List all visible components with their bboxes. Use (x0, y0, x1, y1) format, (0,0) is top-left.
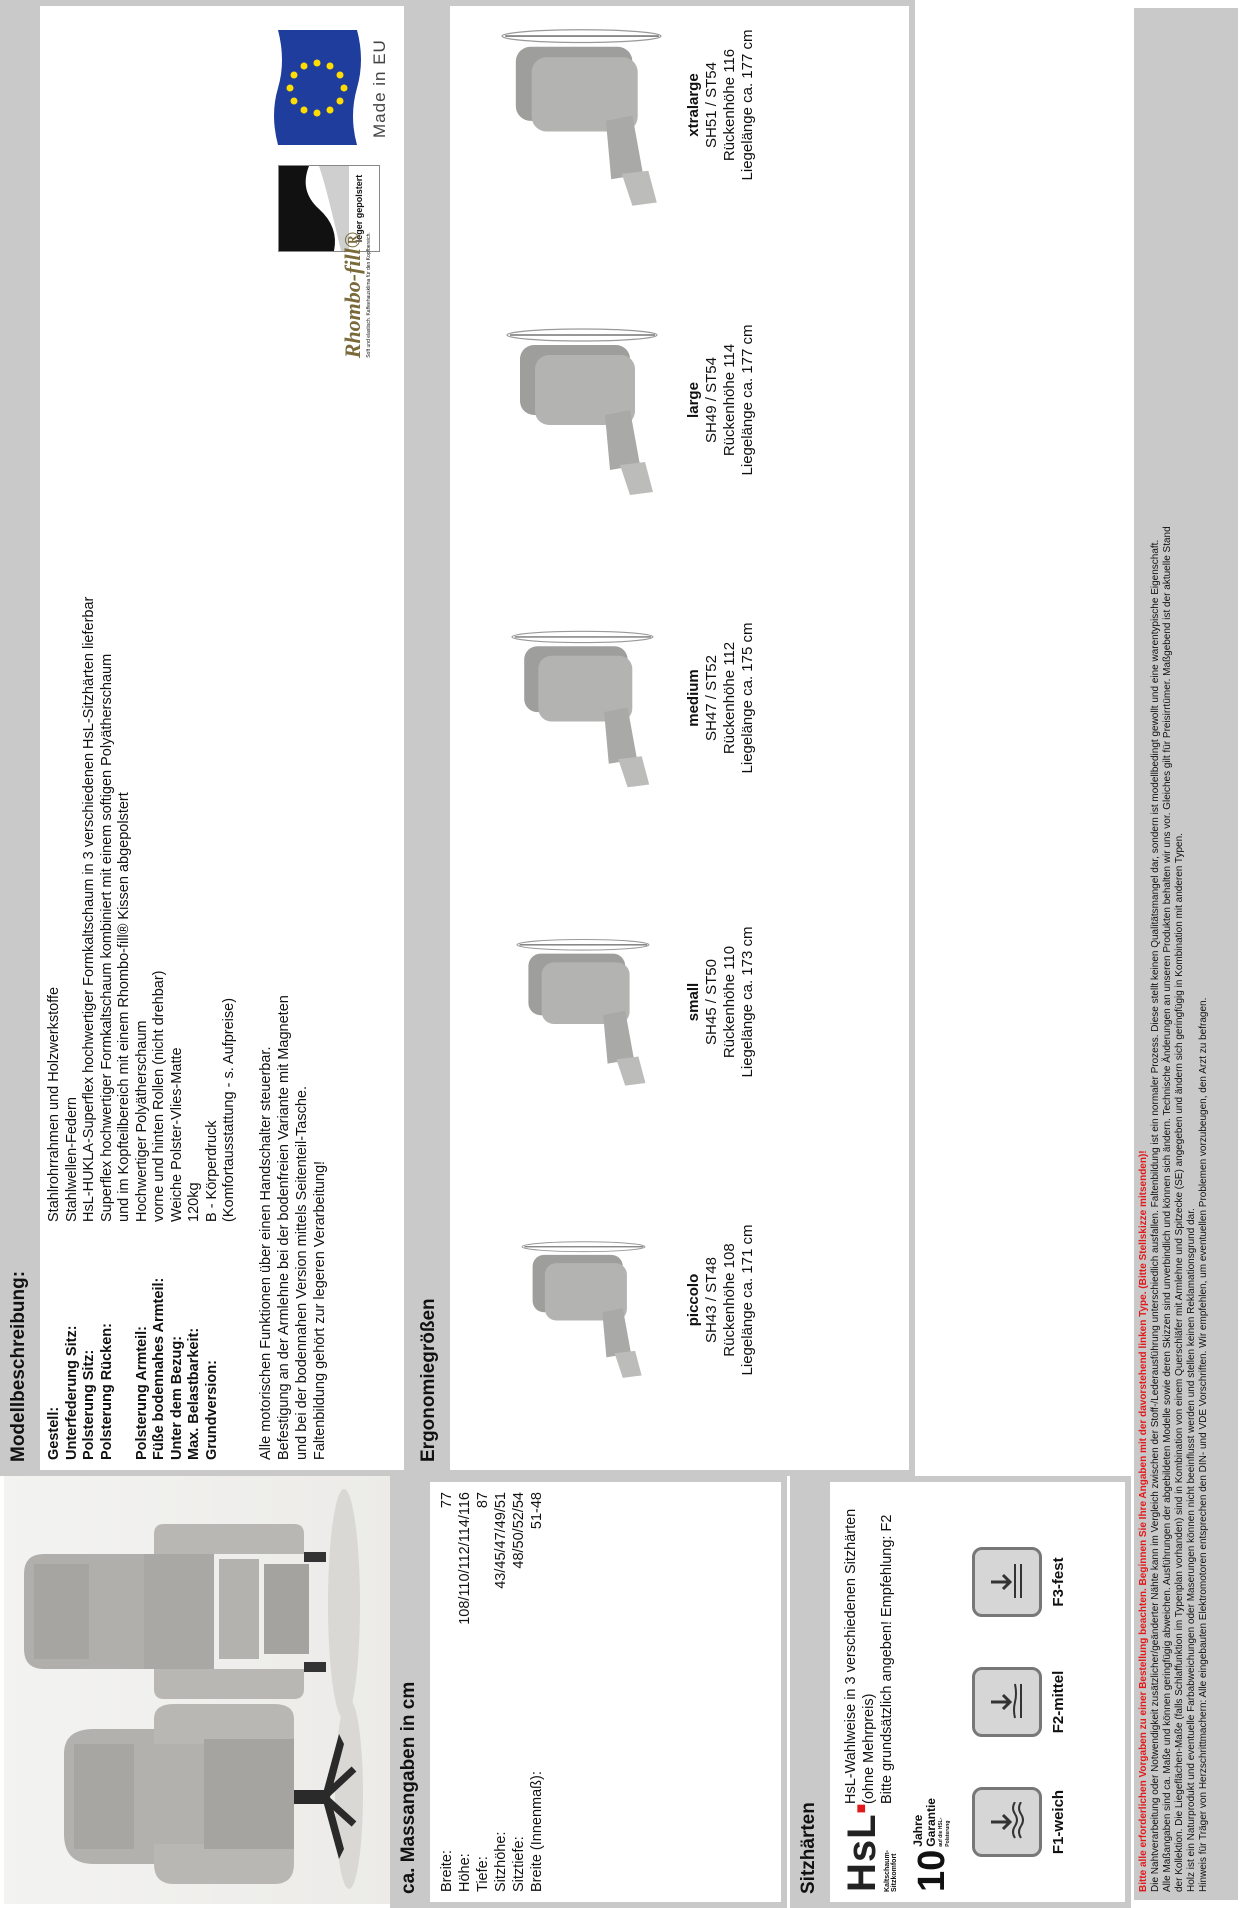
measure-row (456, 1482, 474, 1902)
ergo-seat-dims: SH47 / ST52 (703, 655, 720, 741)
eu-flag (270, 30, 365, 145)
spec-row: (Komfortausstattung - s. Aufpreise) (221, 997, 237, 1222)
logos-area (40, 30, 400, 360)
measure-row (438, 1482, 456, 1902)
recliner-silhouette-icon (490, 0, 680, 215)
measure-row (474, 1482, 492, 1902)
spec-row: und im Kopfteilbereich mit einem Rhombo-fill® Kissen abgepolstert (116, 792, 132, 1222)
hardness-text-line: (ohne Mehrpreis) (861, 1693, 877, 1804)
measure-label: Höhe: (457, 1853, 473, 1892)
recliner-silhouette-icon (490, 892, 680, 1112)
measure-row (510, 1482, 528, 1902)
measure-label: Sitzhöhe: (493, 1831, 509, 1892)
warranty-badge: 10 Jahre Garantie auf die HSL-Polsterung (911, 1798, 953, 1892)
measures-panel (390, 1476, 787, 1908)
ergo-sizes (450, 6, 890, 1470)
spec-row: Füße bodennahes Armteil: vorne und hinten Rollen (nicht drehbar) (151, 970, 167, 1460)
recliner-silhouette-icon (490, 1190, 680, 1410)
order-warning: Bitte alle erforderlichen Vorgaben zu einer Bestellung beachten. Beginnen Sie Ihre Angaben mit der davorstehend linken Type. (Bitte Stellskizze mitsenden)! (1138, 1150, 1149, 1892)
recliner-silhouette-icon (490, 290, 680, 510)
ergo-size-piccolo (490, 1150, 757, 1450)
ergo-size-large (490, 250, 757, 550)
ergo-seat-dims: SH49 / ST54 (703, 357, 720, 443)
seat-hardness-panel (790, 1476, 1131, 1908)
note-line: Befestigung an der Armlehne bei der bodenfreien Variante mit Magneten (275, 995, 292, 1460)
product-photo (4, 1476, 390, 1904)
ergo-lie-length: Liegelänge ca. 177 cm (739, 29, 756, 181)
made-in-eu-label: Made in EU (370, 39, 389, 138)
soft-seat-icon (972, 1787, 1042, 1857)
ergo-lie-length: Liegelänge ca. 173 cm (739, 926, 756, 1078)
spec-row: Polsterung Armteil: Hochwertiger Polyätherschaum (133, 1020, 150, 1460)
spec-row: Polsterung Sitz: HsL-HUKLA-Superflex hochwertiger Formkaltschaum in 3 verschiedenen HsL-Sitzhärten lieferbar (81, 596, 97, 1460)
measure-row (528, 1482, 546, 1902)
measure-label: Sitztiefe: (511, 1836, 527, 1892)
ergo-title: Ergonomiegrößen (416, 6, 450, 1470)
ergo-size-name: small (685, 982, 702, 1022)
ergo-lie-length: Liegelänge ca. 171 cm (739, 1224, 756, 1376)
ergo-lie-length: Liegelänge ca. 175 cm (739, 622, 756, 774)
ergo-back-height: Rückenhöhe 112 (721, 641, 738, 755)
hardness-option-f3 (972, 1547, 1067, 1617)
spec-row: Unter dem Bezug: Weiche Polster-Vlies-Matte (168, 1047, 185, 1460)
hardness-label: F3-fest (1050, 1557, 1067, 1607)
disclaimer-line: Die Nahtverarbeitung oder Notwendigkeit zusätzlicher/geänderter Nähte kann im Vergleich zwischen der Stoff-/Lederausführung unterschiedlich ausfallen. Faltenbildung ist ein normaler Prozess. Diese stellt keinen Qualitätsmangel dar, sondern ist modellbedingt gewollt und eine warentypische Eigenschaft. (1150, 539, 1161, 1892)
recliner-photo-illustration (4, 1476, 390, 1904)
measure-label: Breite (Innenmaß): (529, 1771, 545, 1892)
firm-seat-icon (972, 1547, 1042, 1617)
disclaimer-line: Hinweis für Träger von Herzschrittmachern: Alle eingebauten Elektromotoren entsprechen den DIN- und VDE Vorschriften. Wir empfehlen, um eventuellen Problemen vorzubeugen, den Arzt zu befragen. (1198, 997, 1209, 1892)
hardness-text-line: Bitte grundsätzlich angeben! Empfehlung: F2 (879, 1514, 895, 1804)
rhombo-fill-logo: Rhombo-fill® Soft und elastisch. Kaffeehausklima für den Kopfbereich. (340, 231, 372, 359)
ergo-back-height: Rückenhöhe 116 (721, 48, 738, 162)
measure-label: Tiefe: (475, 1856, 491, 1892)
ergo-size-name: medium (685, 669, 702, 727)
disclaimer-line: Alle Maßangaben sind ca. Maße und können geringfügig abweichen. Ausführungen der abgebildeten Modelle sowie deren Skizzen sind unverbindlich und können sich ändern. Technische Änderungen an unseren Produkten behalten wir uns vor. Gleiches gilt für Preisirrtümer. Maßgebend ist der aktuelle Stand (1162, 526, 1173, 1892)
measure-value: 87 (475, 1492, 491, 1509)
ergo-back-height: Rückenhöhe 108 (721, 1243, 738, 1357)
measures-title: ca. Massangaben in cm (396, 1482, 430, 1902)
recliner-silhouette-icon (490, 588, 680, 808)
spec-row: Grundversion: B - Körperdruck (203, 1120, 220, 1460)
measure-value: 43/45/47/49/51 (493, 1492, 509, 1589)
spec-row: Max. Belastbarkeit: 120kg (186, 1182, 202, 1460)
ergo-seat-dims: SH45 / ST50 (703, 959, 720, 1045)
disclaimer-line: der Kollektion. Die Liegeflächen-Maße (falls Schlaffunktion im Typenplan vorhanden) sind in Kombination von einem Querschläfer mit Armlehne und Spitzecke (SE) angegeben und ändern sich geringfügig in Kombination mit anderen Typen. (1174, 833, 1185, 1892)
ergo-seat-dims: SH51 / ST54 (703, 62, 720, 148)
medium-seat-icon (972, 1667, 1042, 1737)
spec-row: Gestell: Stahlrohrrahmen und Holzwerkstoffe (46, 986, 62, 1460)
ergo-back-height: Rückenhöhe 114 (721, 343, 738, 457)
ergo-lie-length: Liegelänge ca. 177 cm (739, 324, 756, 476)
note-line: Alle motorischen Funktionen über einen Handschalter steuerbar. (257, 1046, 274, 1460)
measure-label: Breite: (439, 1850, 455, 1892)
spec-row: Polsterung Rücken: Superflex hochwertiger Formkaltschaum kombiniert mit einem softigen Polyätherschaum (98, 653, 115, 1460)
hardness-label: F1-weich (1050, 1789, 1067, 1855)
measure-value: 48/50/52/54 (511, 1492, 527, 1569)
ergo-size-name: xtralarge (685, 73, 702, 137)
model-title: Modellbeschreibung: (6, 6, 40, 1470)
hardness-title: Sitzhärten (796, 1482, 830, 1902)
ergo-size-small (490, 852, 757, 1152)
note-line: Faltenbildung gehört zur legeren Verarbeitung! (311, 1160, 328, 1460)
disclaimer-line: Holz ist ein Naturprodukt und eventuelle Farbabweichungen oder Maserungen können nicht beeinflusst werden und stellen keinen Reklamationsgrund dar. (1186, 1208, 1197, 1892)
model-description-panel (0, 0, 410, 1476)
hardness-option-f2 (972, 1667, 1067, 1737)
hsl-logo-block (840, 1798, 953, 1892)
footer-disclaimer (1134, 8, 1238, 1900)
hardness-text-line: HsL-Wahlweise in 3 verschiedenen Sitzhärten (843, 1508, 859, 1804)
measure-value: 51-48 (529, 1492, 545, 1530)
hsl-logo-subtitle: Kaltschaum-Sitzkomfort (884, 1849, 898, 1892)
note-line: und bei der bodennahen Version mittels Seitenteil-Tasche. (293, 1085, 310, 1460)
ergo-seat-dims: SH43 / ST48 (703, 1257, 720, 1343)
ergonomics-panel (410, 0, 915, 1476)
measure-value: 108/110/112/114/116 (457, 1492, 473, 1625)
spec-row: Unterfederung Sitz: Stahlwellen-Federn (63, 1097, 80, 1460)
measure-row (492, 1482, 510, 1902)
measure-value: 77 (439, 1492, 455, 1509)
ergo-size-xtralarge (490, 0, 757, 255)
ergo-size-medium (490, 548, 757, 848)
ergo-size-name: large (685, 382, 702, 418)
hardness-option-f1 (972, 1787, 1067, 1857)
hardness-label: F2-mittel (1050, 1670, 1067, 1734)
leger-badge: leger gepolstert (278, 165, 380, 252)
ergo-size-name: piccolo (685, 1273, 702, 1327)
ergo-back-height: Rückenhöhe 110 (721, 945, 738, 1059)
hsl-logo: HsL■ (840, 1802, 884, 1892)
